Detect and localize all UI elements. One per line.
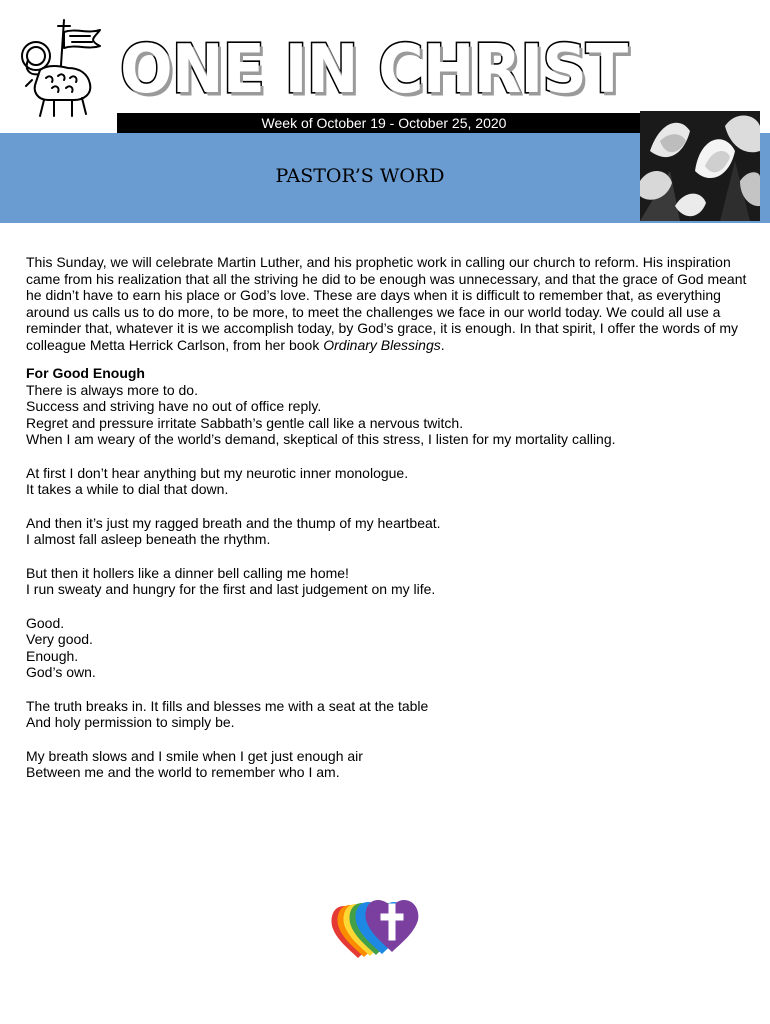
lamb-banner-icon: [18, 18, 102, 118]
poem-line: Regret and pressure irritate Sabbath’s gentle call like a nervous twitch.: [26, 414, 464, 431]
poem-stanza: [26, 565, 748, 598]
poem-stanza: [26, 748, 748, 781]
poem-line: At first I don’t hear anything but my neurotic inner monologue.: [26, 464, 409, 481]
poem-line: Between me and the world to remember who I am.: [26, 764, 340, 780]
poem-line: Very good.: [26, 631, 93, 647]
intro-text: This Sunday, we will celebrate Martin Luther, and his prophetic work in calling our church to reform. His inspiration came from his realization that all the striving he did to be enough was unnecessary, and that the grace of God meant he didn’t have to earn his place or God’s love. These are days when it is difficult to remember that, as everything around us calls us to do more, to be more, to meet the challenges we face in our world today. We could all use a reminder that, whatever it is we accomplish today, by God’s grace, it is enough. In that spirit, I offer the words of my colleague Metta Herrick Carlson, from her book: [26, 254, 747, 353]
poem-stanza: [26, 698, 748, 731]
poem-line: There is always more to do.: [26, 381, 198, 398]
poem-line: God’s own.: [26, 664, 96, 680]
poem-stanza: [26, 615, 748, 681]
poem-title: For Good Enough: [26, 365, 145, 381]
poem-line: Success and striving have no out of office reply.: [26, 398, 322, 414]
poem-line: I almost fall asleep beneath the rhythm.: [26, 531, 271, 547]
poem-line: The truth breaks in. It fills and blesses me with a seat at the table: [26, 697, 429, 714]
week-dates: Week of October 19 - October 25, 2020: [117, 113, 651, 133]
intro-end: .: [440, 336, 445, 353]
article-body: [26, 254, 748, 781]
poem-stanza: [26, 382, 748, 448]
poem-line: My breath slows and I smile when I get just enough air: [26, 747, 363, 764]
intro-paragraph: [26, 254, 748, 353]
white-tulips-photo: [640, 111, 760, 221]
poem-line: Good.: [26, 614, 65, 631]
poem-line: It takes a while to dial that down.: [26, 481, 229, 497]
poem-line: When I am weary of the world’s demand, skeptical of this stress, I listen for my mortality calling.: [26, 431, 616, 447]
poem-stanza: [26, 515, 748, 548]
newsletter-title: ONE IN CHRIST: [120, 29, 628, 109]
book-title: Ordinary Blessings: [323, 336, 441, 353]
rainbow-heart-cross-icon: [330, 894, 426, 960]
poem: [26, 382, 748, 781]
poem-stanza: [26, 465, 748, 498]
poem-line: Enough.: [26, 647, 79, 664]
poem-line: And holy permission to simply be.: [26, 714, 235, 730]
poem-line: And then it’s just my ragged breath and the thump of my heartbeat.: [26, 514, 441, 531]
poem-line: I run sweaty and hungry for the first and last judgement on my life.: [26, 581, 436, 597]
section-heading: PASTOR’S WORD: [275, 165, 445, 187]
poem-line: But then it hollers like a dinner bell calling me home!: [26, 564, 349, 581]
